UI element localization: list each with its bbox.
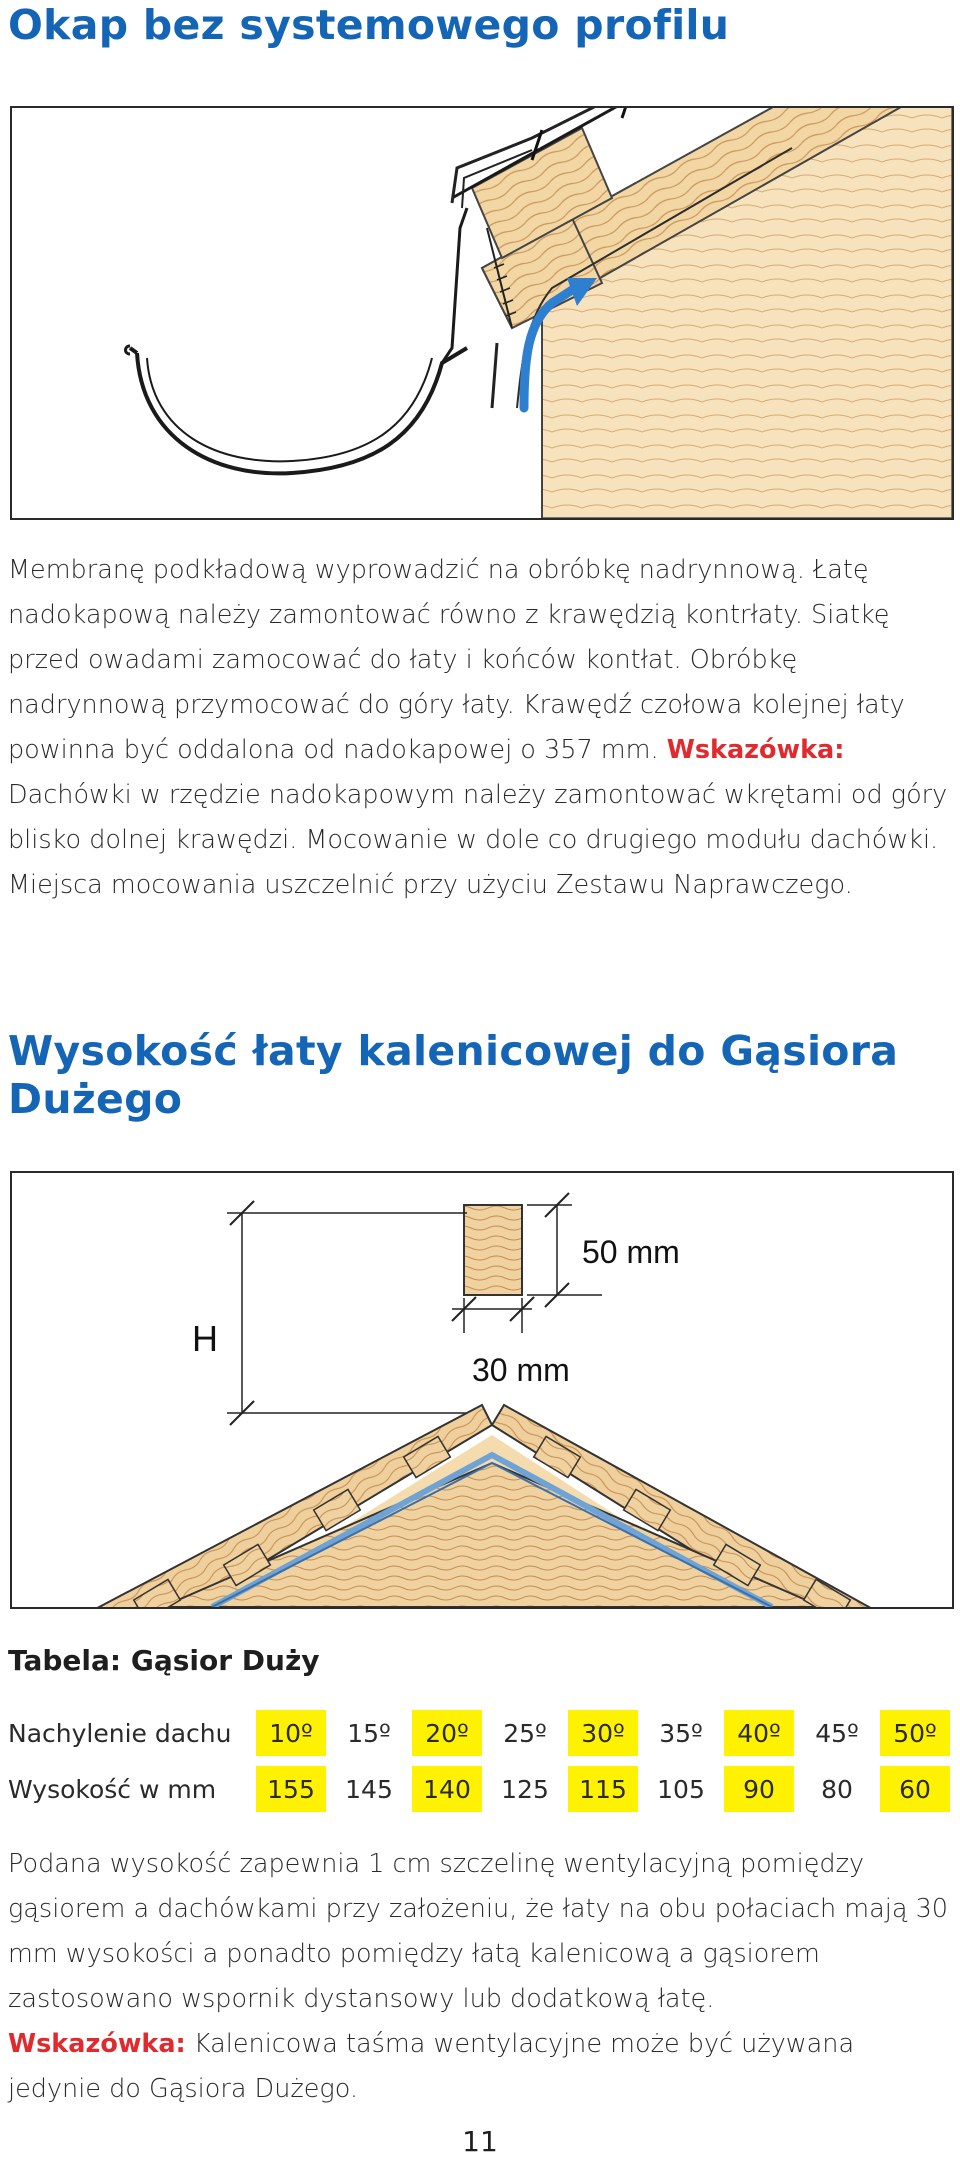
height-cell: 115 [568,1766,638,1812]
row-label-pitch: Nachylenie dachu [8,1718,232,1748]
ridge-paragraph [8,1842,953,2112]
angle-cell: 50º [880,1710,950,1756]
height-cell: 90 [724,1766,794,1812]
ridge-height-table [8,1700,950,1822]
h-label: H [192,1318,218,1359]
eaves-text-1: Membranę podkładową wyprowadzić na obróbkę nadrynnową. Łatę nadokapową należy zamontować równo z krawędzią kontrłaty. Siatkę przed owadami zamocować do łaty i końców kontłat. Obróbkę nadrynnową przymocować do góry łaty. Krawędź czołowa kolejnej łaty powinna być oddalona od nadokapowej o 357 mm. [8,555,905,765]
eaves-drawing [12,108,952,518]
ridge-text: Podana wysokość zapewnia 1 cm szczelinę wentylacyjną pomiędzy gąsiorem a dachówkami przy założeniu, że łaty na obu połaciach mają 30 mm wysokości a ponadto pomiędzy łatą kalenicową a gąsiorem zastosowano wspornik dystansowy lub dodatkową łatę. [8,1849,949,2014]
table-title: Tabela: Gąsior Duży [8,1644,320,1677]
row-label-height: Wysokość w mm [8,1774,217,1804]
thirty-mm-label: 30 mm [472,1352,570,1388]
section-title-ridge-batten: Wysokość łaty kalenicowej do Gąsiora Dużego [8,1027,899,1123]
eaves-text-2: Dachówki w rzędzie nadokapowym należy zamontować wkrętami od góry blisko dolnej krawędzi. Mocowanie w dole co drugiego modułu dachówki. Miejsca mocowania uszczelnić przy użyciu Zestawu Naprawczego. [8,780,948,900]
gutter [137,348,467,473]
eaves-paragraph [8,548,953,908]
ridge-drawing [12,1173,952,1607]
ridge-batten [464,1205,522,1295]
angle-cell: 45º [815,1718,859,1748]
height-cell: 140 [412,1766,482,1812]
ridge-tip-text: Kalenicowa taśma wentylacyjne może być używana jedynie do Gąsiora Dużego. [8,2029,855,2104]
angle-cell: 40º [724,1710,794,1756]
height-cell: 145 [345,1774,393,1804]
page-number: 11 [462,2125,498,2158]
ridge-illustration [10,1171,954,1609]
angle-cell: 35º [659,1718,703,1748]
height-cell: 125 [501,1774,549,1804]
eaves-illustration [10,106,954,520]
angle-cell: 20º [412,1710,482,1756]
table-row-angles [8,1710,950,1756]
height-cell: 155 [256,1766,326,1812]
tip-label: Wskazówka: [8,2029,186,2059]
tip-label: Wskazówka: [666,735,845,765]
angle-cell: 30º [568,1710,638,1756]
height-cell: 80 [821,1774,853,1804]
angle-cell: 15º [347,1718,391,1748]
height-cell: 60 [880,1766,950,1812]
angle-cell: 10º [256,1710,326,1756]
fifty-mm-label: 50 mm [582,1234,680,1270]
table-row-heights [8,1766,950,1812]
angle-cell: 25º [503,1718,547,1748]
height-cell: 105 [657,1774,705,1804]
section-title-eaves: Okap bez systemowego profilu [8,1,730,49]
